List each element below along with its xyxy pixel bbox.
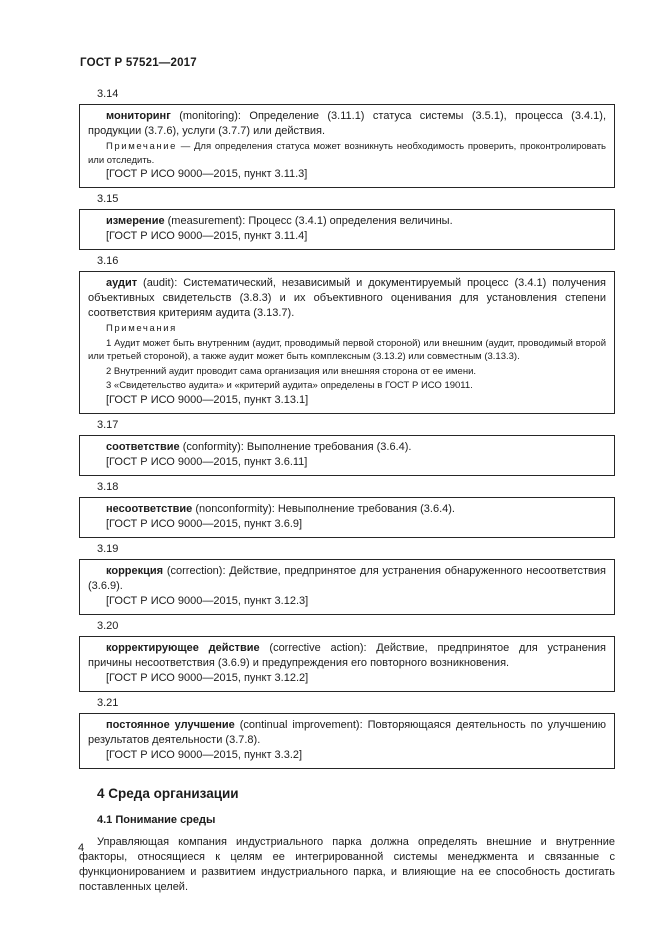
term-definition-text: (audit): Систематический, независимый и документируемый процесс (3.4.1) получения объективных свидетельств (3.8.3) и их объективного оценивания для установления степени соответствия критериям аудита (3.13.7).: [88, 277, 606, 319]
term-note: [88, 140, 606, 167]
term-definition-text: (measurement): Процесс (3.4.1) определения величины.: [167, 215, 453, 227]
term-definition: [88, 109, 606, 139]
term-word: аудит: [106, 277, 138, 289]
term-word: несоответствие: [106, 502, 193, 515]
term-number-3-20: 3.20: [97, 619, 119, 632]
term-box-3-17: [79, 435, 615, 476]
subsection-title: 4.1 Понимание среды: [97, 813, 216, 826]
term-definition: [88, 641, 606, 671]
term-number-3-16: 3.16: [97, 255, 119, 267]
term-source: [ГОСТ Р ИСО 9000—2015, пункт 3.6.9]: [106, 517, 303, 530]
body-paragraph: Управляющая компания индустриального парка должна определять внешние и внутренние факторы, относящиеся к целям ее интегрированной системы менеджмента и связанные с функционированием и развитием индустриального парка, и влияющие на ее способность достигать поставленных целей.: [79, 835, 615, 893]
term-number-3-15: 3.15: [97, 193, 119, 205]
term-word: постоянное улучшение: [106, 718, 235, 731]
term-source: [ГОСТ Р ИСО 9000—2015, пункт 3.3.2]: [106, 748, 303, 761]
term-word: корректирующее действие: [106, 641, 260, 654]
term-box-3-14: [79, 104, 615, 188]
term-note-3: 3 «Свидетельство аудита» и «критерий аудита» определены в ГОСТ Р ИСО 19011.: [106, 380, 473, 391]
term-box-3-15: [79, 209, 615, 250]
term-number-3-14: 3.14: [97, 88, 119, 100]
term-source: [ГОСТ Р ИСО 9000—2015, пункт 3.12.3]: [106, 594, 309, 607]
term-source: [ГОСТ Р ИСО 9000—2015, пункт 3.6.11]: [106, 455, 308, 468]
term-number-3-17: 3.17: [97, 418, 119, 431]
term-definition-text: (correction): Действие, предпринятое для устранения обнаруженного несоответствия (3.6.9).: [88, 564, 607, 592]
term-box-3-18: [79, 497, 615, 538]
section-title: 4 Среда организации: [97, 785, 239, 801]
document-page: [79, 57, 615, 895]
note-text: — Для определения статуса может возникнуть необходимость проверить, проконтролировать или отследить.: [88, 141, 607, 166]
term-definition: [88, 564, 606, 594]
term-note-1: 1 Аудит может быть внутренним (аудит, проводимый первой стороной) или внешним (аудит, проводимый второй или третьей стороной), а также аудит может быть комплексным (3.13.2) или совместным (3.13.3).: [88, 337, 606, 362]
term-source: [ГОСТ Р ИСО 9000—2015, пункт 3.11.3]: [106, 168, 308, 180]
term-definition: [88, 214, 606, 229]
term-box-3-21: [79, 713, 615, 769]
note-label: Примечание: [106, 141, 177, 152]
document-header: ГОСТ Р 57521—2017: [80, 57, 197, 69]
term-word: соответствие: [106, 440, 180, 453]
page-number: 4: [78, 842, 85, 854]
term-definition-text: (continual improvement): Повторяющаяся деятельность по улучшению результатов деятельности (3.7.8).: [88, 718, 606, 746]
term-number-3-19: 3.19: [97, 542, 119, 555]
notes-label: Примечания: [106, 323, 177, 334]
term-source: [ГОСТ Р ИСО 9000—2015, пункт 3.13.1]: [106, 393, 309, 406]
term-word: измерение: [106, 215, 165, 227]
term-box-3-19: [79, 559, 615, 615]
term-box-3-20: [79, 636, 615, 692]
term-word: коррекция: [106, 564, 164, 577]
term-definition-text: (monitoring): Определение (3.11.1) статуса системы (3.5.1), процесса (3.4.1), продукции (3.7.6), услуги (3.7.7) или действия.: [88, 110, 606, 137]
term-definition: [88, 276, 606, 321]
term-definition-text: (conformity): Выполнение требования (3.6.4).: [182, 440, 412, 453]
term-number-3-21: 3.21: [97, 696, 119, 709]
term-definition: [88, 718, 606, 748]
term-word: мониторинг: [106, 110, 171, 122]
term-definition-text: (nonconformity): Невыполнение требования (3.6.4).: [195, 502, 455, 515]
term-note-2: 2 Внутренний аудит проводит сама организация или внешняя сторона от ее имени.: [106, 365, 477, 377]
term-definition-text: (corrective action): Действие, предпринятое для устранения причины несоответствия (3.6.9) и предупреждения его повторного возникновения.: [88, 641, 607, 669]
term-source: [ГОСТ Р ИСО 9000—2015, пункт 3.11.4]: [106, 230, 308, 242]
term-number-3-18: 3.18: [97, 480, 119, 493]
term-definition: [88, 502, 606, 517]
term-box-3-16: [79, 271, 615, 414]
term-source: [ГОСТ Р ИСО 9000—2015, пункт 3.12.2]: [106, 671, 309, 684]
term-definition: [88, 440, 606, 455]
